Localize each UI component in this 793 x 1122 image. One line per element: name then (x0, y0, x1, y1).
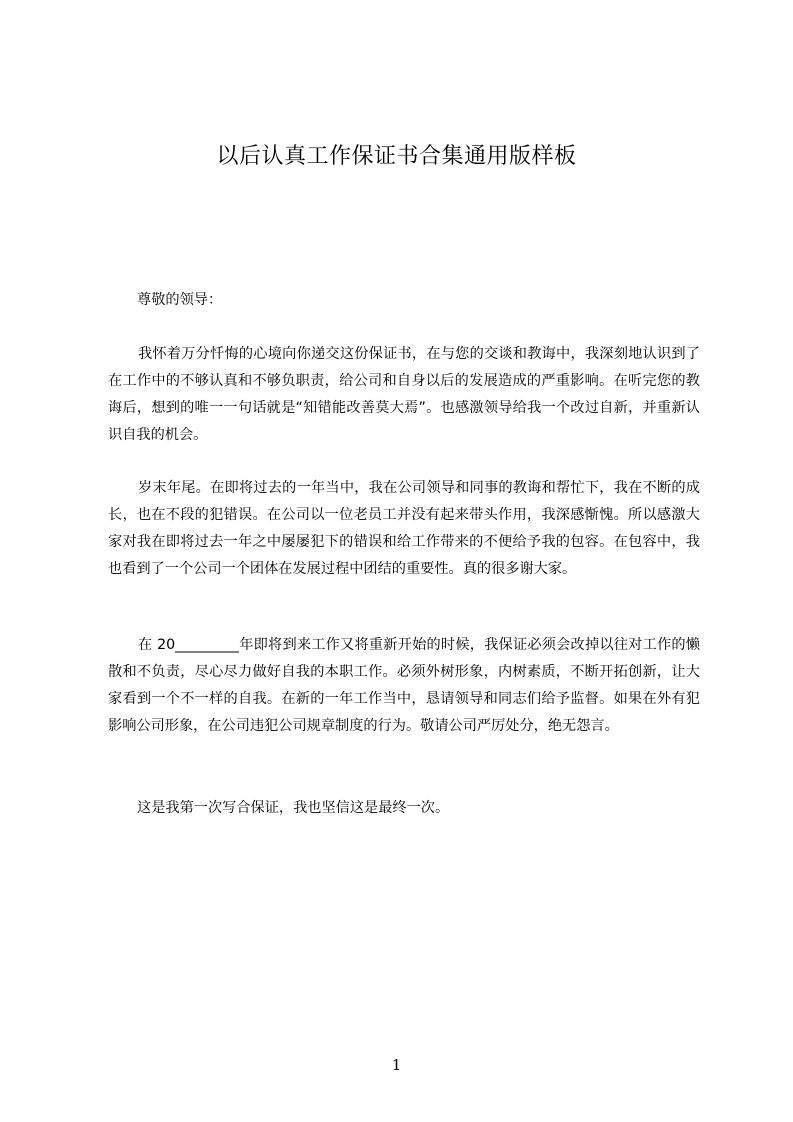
paragraph-1: 我怀着万分忏悔的心境向你递交这份保证书，在与您的交谈和教诲中，我深刻地认识到了在工作中的不够认真和不够负职责，给公司和自身以后的发展造成的严重影响。在听完您的教诲后，想到的唯一一句话就是“知错能改善莫大焉”。也感激领导给我一个改过自新，并重新认识自我的机会。 (108, 346, 700, 443)
paragraph-2: 岁末年尾。在即将过去的一年当中，我在公司领导和同事的教诲和帮忙下，我在不断的成长，也在不段的犯错误。在公司以一位老员工并没有起来带头作用，我深感惭愧。所以感激大家对我在即将过去一年之中屡屡犯下的错误和给工作带来的不便给予我的包容。在包容中，我也看到了一个公司一个团体在发展过程中团结的重要性。真的很多谢大家。 (108, 480, 700, 577)
salutation: 尊敬的领导： (137, 292, 223, 308)
page-number: 1 (391, 1056, 402, 1074)
paragraph-3: 在 20_________年即将到来工作又将重新开始的时候，我保证必须会改掉以往对工作的懒散和不负责，尽心尽力做好自我的本职工作。必须外树形象，内树素质，不断开拓创新，让大家看到一个不一样的自我。在新的一年工作当中，恳请领导和同志们给予监督。如果在外有犯影响公司形象，在公司违犯公司规章制度的行为。敬请公司严厉处分，绝无怨言。 (108, 637, 700, 734)
paragraph-4: 这是我第一次写合保证，我也坚信这是最终一次。 (137, 800, 450, 816)
document-title: 以后认真工作保证书合集通用版样板 (216, 144, 577, 169)
